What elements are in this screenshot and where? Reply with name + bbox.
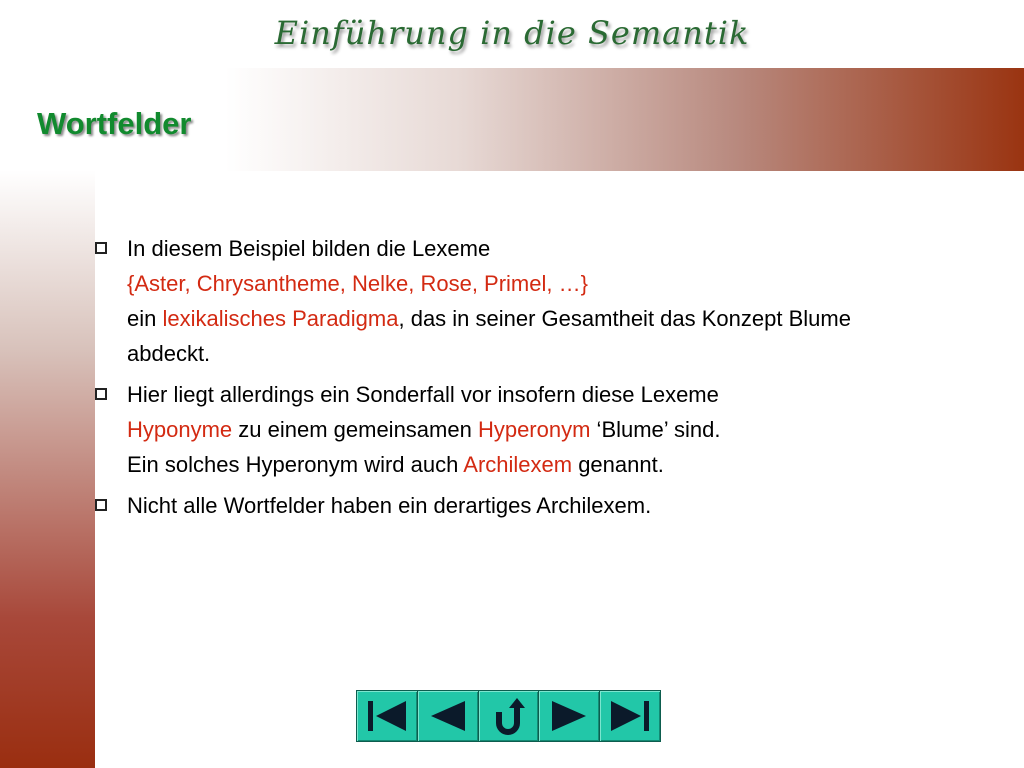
bullet-text: In diesem Beispiel bilden die Lexeme <box>127 236 491 261</box>
return-button[interactable] <box>479 691 540 741</box>
next-arrow-icon <box>548 698 590 734</box>
previous-slide-button[interactable] <box>418 691 479 741</box>
bullet-text: ‘Blume’ sind. <box>590 417 721 442</box>
previous-arrow-icon <box>427 698 469 734</box>
bullet-item-1 <box>90 231 890 371</box>
bullet-text: genannt. <box>572 452 664 477</box>
lexeme-set: {Aster, Chrysantheme, Nelke, Rose, Primel, …} <box>127 271 588 296</box>
term-highlight: lexikalisches Paradigma <box>162 306 399 331</box>
bullet-list <box>90 231 890 529</box>
bullet-text: , das in seiner Gesamtheit das Konzept Blume abdeckt. <box>127 306 851 366</box>
term-highlight: Hyperonym <box>477 417 591 442</box>
left-decor-bar <box>0 170 95 768</box>
square-bullet-icon <box>95 242 107 254</box>
bullet-text: Ein solches Hyperonym wird auch <box>127 452 464 477</box>
term-highlight: Hyponyme <box>127 417 233 442</box>
last-slide-button[interactable] <box>600 691 660 741</box>
bullet-item-2 <box>90 377 890 482</box>
header-title: Einführung in die Semantik <box>274 14 750 52</box>
first-slide-button[interactable] <box>357 691 418 741</box>
term-highlight: Archilexem <box>463 452 573 477</box>
bullet-text: Hier liegt allerdings ein Sonderfall vor insofern diese Lexeme <box>127 382 719 407</box>
next-slide-button[interactable] <box>539 691 600 741</box>
slide-title: Wortfelder <box>37 106 192 141</box>
skip-first-icon <box>366 698 408 734</box>
bullet-text: ein <box>127 306 163 331</box>
bullet-item-3 <box>90 488 890 523</box>
slide-navigation-bar <box>356 690 661 742</box>
bullet-text: zu einem gemeinsamen <box>232 417 478 442</box>
skip-last-icon <box>609 698 651 734</box>
square-bullet-icon <box>95 388 107 400</box>
square-bullet-icon <box>95 499 107 511</box>
return-arrow-icon <box>487 696 529 736</box>
bullet-text: Nicht alle Wortfelder haben ein derartiges Archilexem. <box>127 493 652 518</box>
